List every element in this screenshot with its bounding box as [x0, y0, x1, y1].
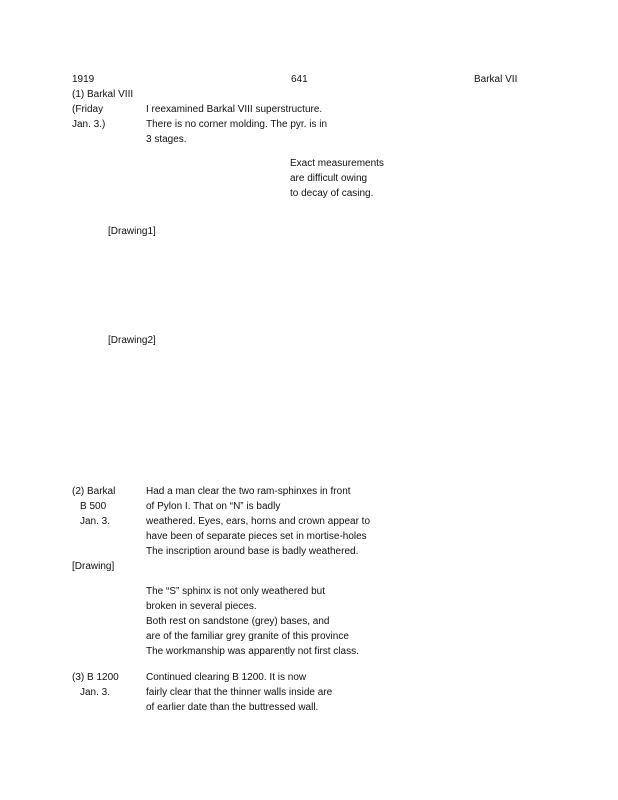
- page-number: 641: [291, 74, 308, 85]
- entry2-text-line-4: have been of separate pieces set in mortise-holes: [146, 531, 367, 542]
- entry1-text-line-3: 3 stages.: [146, 134, 187, 145]
- entry2-text2-line-3: Both rest on sandstone (grey) bases, and: [146, 616, 330, 627]
- drawing2-placeholder: [Drawing2]: [108, 335, 156, 346]
- drawing1-placeholder: [Drawing1]: [108, 226, 156, 237]
- entry1-note-line-3: to decay of casing.: [290, 188, 374, 199]
- entry1-margin-line-1: (1) Barkal VIII: [72, 89, 134, 100]
- entry2-text-line-2: of Pylon I. That on “N” is badly: [146, 501, 281, 512]
- entry3-margin-line-2: Jan. 3.: [80, 687, 111, 698]
- entry1-note-line-1: Exact measurements: [290, 158, 384, 169]
- entry3-margin-line-1: (3) B 1200: [72, 672, 119, 683]
- entry2-text2-line-4: are of the familiar grey granite of this province: [146, 631, 349, 642]
- entry1-text-line-1: I reexamined Barkal VIII superstructure.: [146, 104, 323, 115]
- entry2-text2-line-2: broken in several pieces.: [146, 601, 257, 612]
- entry3-text-line-3: of earlier date than the buttressed wall.: [146, 702, 319, 713]
- entry3-text-line-2: fairly clear that the thinner walls inside are: [146, 687, 333, 698]
- entry1-note-line-2: are difficult owing: [290, 173, 368, 184]
- entry2-margin-line-2: B 500: [80, 501, 107, 512]
- entry3-text-line-1: Continued clearing B 1200. It is now: [146, 672, 307, 683]
- header-site: Barkal VII: [474, 74, 518, 85]
- entry2-text-line-1: Had a man clear the two ram-sphinxes in front: [146, 486, 351, 497]
- entry2-margin-line-3: Jan. 3.: [80, 516, 111, 527]
- entry2-margin-line-1: (2) Barkal: [72, 486, 116, 497]
- entry2-text-line-5: The inscription around base is badly weathered.: [146, 546, 359, 557]
- entry1-margin-line-2: (Friday: [72, 104, 104, 115]
- entry2-text-line-3: weathered. Eyes, ears, horns and crown appear to: [146, 516, 371, 527]
- entry1-text-line-2: There is no corner molding. The pyr. is in: [146, 119, 328, 130]
- entry2-text2-line-1: The “S” sphinx is not only weathered but: [146, 586, 325, 597]
- entry2-text2-line-5: The workmanship was apparently not first class.: [146, 646, 359, 657]
- header-year: 1919: [72, 74, 95, 85]
- entry2-drawing-placeholder: [Drawing]: [72, 561, 115, 572]
- entry1-margin-line-3: Jan. 3.): [72, 119, 106, 130]
